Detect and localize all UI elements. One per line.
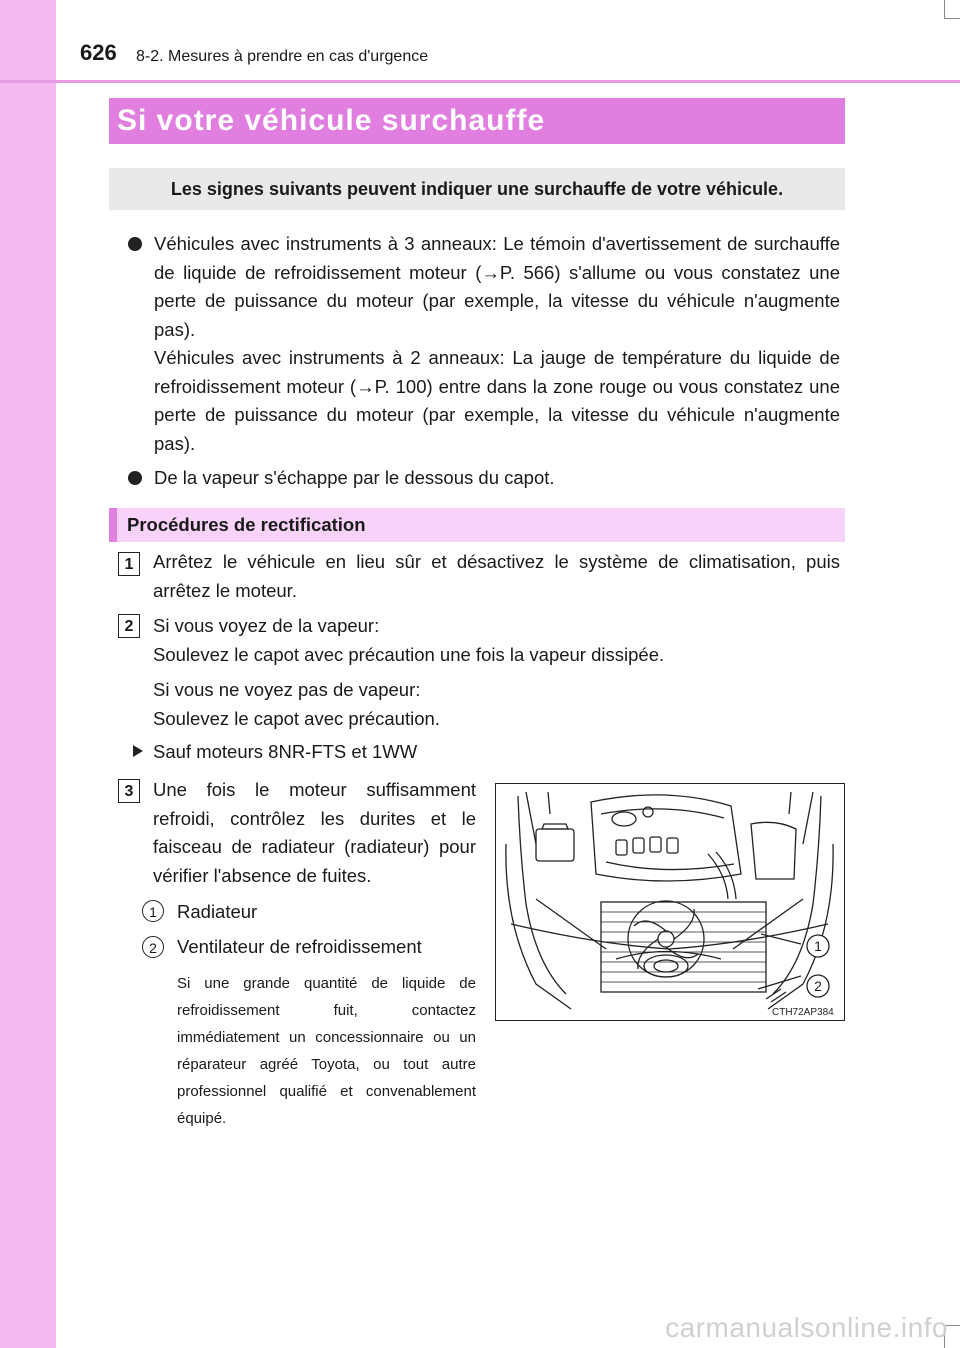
- signs-list: [128, 230, 840, 493]
- crop-mark: [944, 18, 960, 19]
- section-label: 8-2. Mesures à prendre en cas d'urgence: [136, 48, 429, 65]
- sign-text: De la vapeur s'échappe par le dessous du capot.: [154, 467, 555, 488]
- list-item: [128, 230, 840, 458]
- step-2-line-3: Si vous ne voyez pas de vapeur:: [153, 679, 421, 700]
- left-margin-band: [0, 0, 56, 1348]
- step-2-line-4: Soulevez le capot avec précaution.: [153, 708, 440, 729]
- step-3-text: Une fois le moteur suffisamment refroidi, contrôlez les durites et le faisceau de radiateur (radiateur) pour vérifier l'absence de fuites.: [153, 779, 476, 886]
- page-number: 626: [80, 40, 117, 65]
- step-badge-1: 1: [118, 552, 140, 576]
- watermark: carmanualsonline.info: [665, 1312, 948, 1343]
- page-title: Si votre véhicule surchauffe: [109, 98, 845, 144]
- sign-text: Véhicules avec instruments à 2 anneaux: La jauge de température du liquide de refroidissement moteur (→P. 100) entre dans la zone rouge ou vous constatez une perte de puissance du moteur (par exemple, la vitesse du véhicule n'augmente pas).: [154, 347, 840, 454]
- part-label-1: Radiateur: [177, 901, 258, 922]
- engine-bay-figure: [495, 783, 845, 1021]
- bullet-icon: [128, 237, 142, 251]
- step-2-line-1: Si vous voyez de la vapeur:: [153, 615, 380, 636]
- procedures-heading: Procédures de rectification: [109, 508, 845, 542]
- intro-box: Les signes suivants peuvent indiquer une surchauffe de votre véhicule.: [109, 168, 845, 210]
- arrow-right-icon: [133, 745, 143, 757]
- crop-mark: [944, 0, 945, 18]
- header-rule: [0, 80, 960, 83]
- part-number-2: 2: [142, 936, 164, 958]
- figure-callout-2: 2: [814, 978, 822, 994]
- figure-code: CTH72AP384: [772, 1007, 834, 1018]
- variant-label: Sauf moteurs 8NR-FTS et 1WW: [153, 741, 418, 762]
- part-number-1: 1: [142, 900, 164, 922]
- step-2-line-2: Soulevez le capot avec précaution une fois la vapeur dissipée.: [153, 644, 665, 665]
- figure-callout-1: 1: [814, 938, 822, 954]
- step-badge-2: 2: [118, 614, 140, 638]
- step-badge-3: 3: [118, 779, 140, 803]
- list-item: [128, 464, 840, 493]
- part-label-2: Ventilateur de refroidissement: [177, 936, 422, 957]
- bullet-icon: [128, 471, 142, 485]
- sign-text: Véhicules avec instruments à 3 anneaux: Le témoin d'avertissement de surchauffe de liquide de refroidissement moteur (→P. 566) s'allume ou vous constatez une perte de puissance du moteur (par exemple, la vitesse du véhicule n'augmente pas).: [154, 233, 840, 340]
- note-text: Si une grande quantité de liquide de refroidissement fuit, contactez immédiatement un concessionnaire ou un réparateur agréé Toyota, ou tout autre professionnel qualifié et convenablement équipé.: [177, 975, 476, 1127]
- engine-bay-drawing: [496, 784, 843, 1019]
- step-1-text: Arrêtez le véhicule en lieu sûr et désactivez le système de climatisation, puis arrêtez le moteur.: [153, 551, 840, 601]
